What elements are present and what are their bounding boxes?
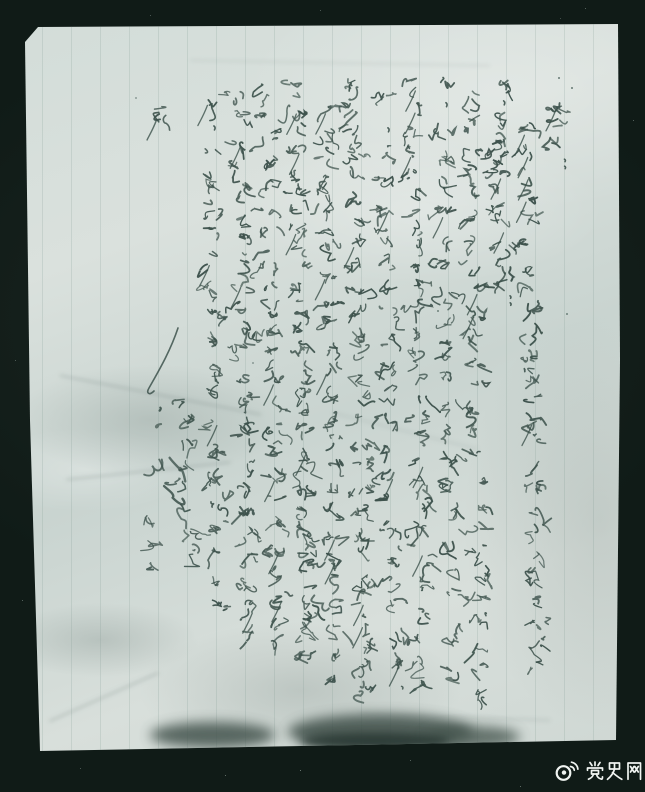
weibo-eye-icon: [553, 758, 580, 783]
bottom-shadow-smudge: [150, 722, 275, 748]
glyph-shi: [608, 763, 622, 779]
site-name-glyphs: [585, 760, 643, 782]
site-watermark: [553, 758, 643, 783]
background-dust: [0, 0, 1, 1]
bottom-shadow-smudge: [300, 733, 450, 749]
glyph-wang: [628, 763, 641, 779]
glyph-dang: [588, 762, 603, 779]
